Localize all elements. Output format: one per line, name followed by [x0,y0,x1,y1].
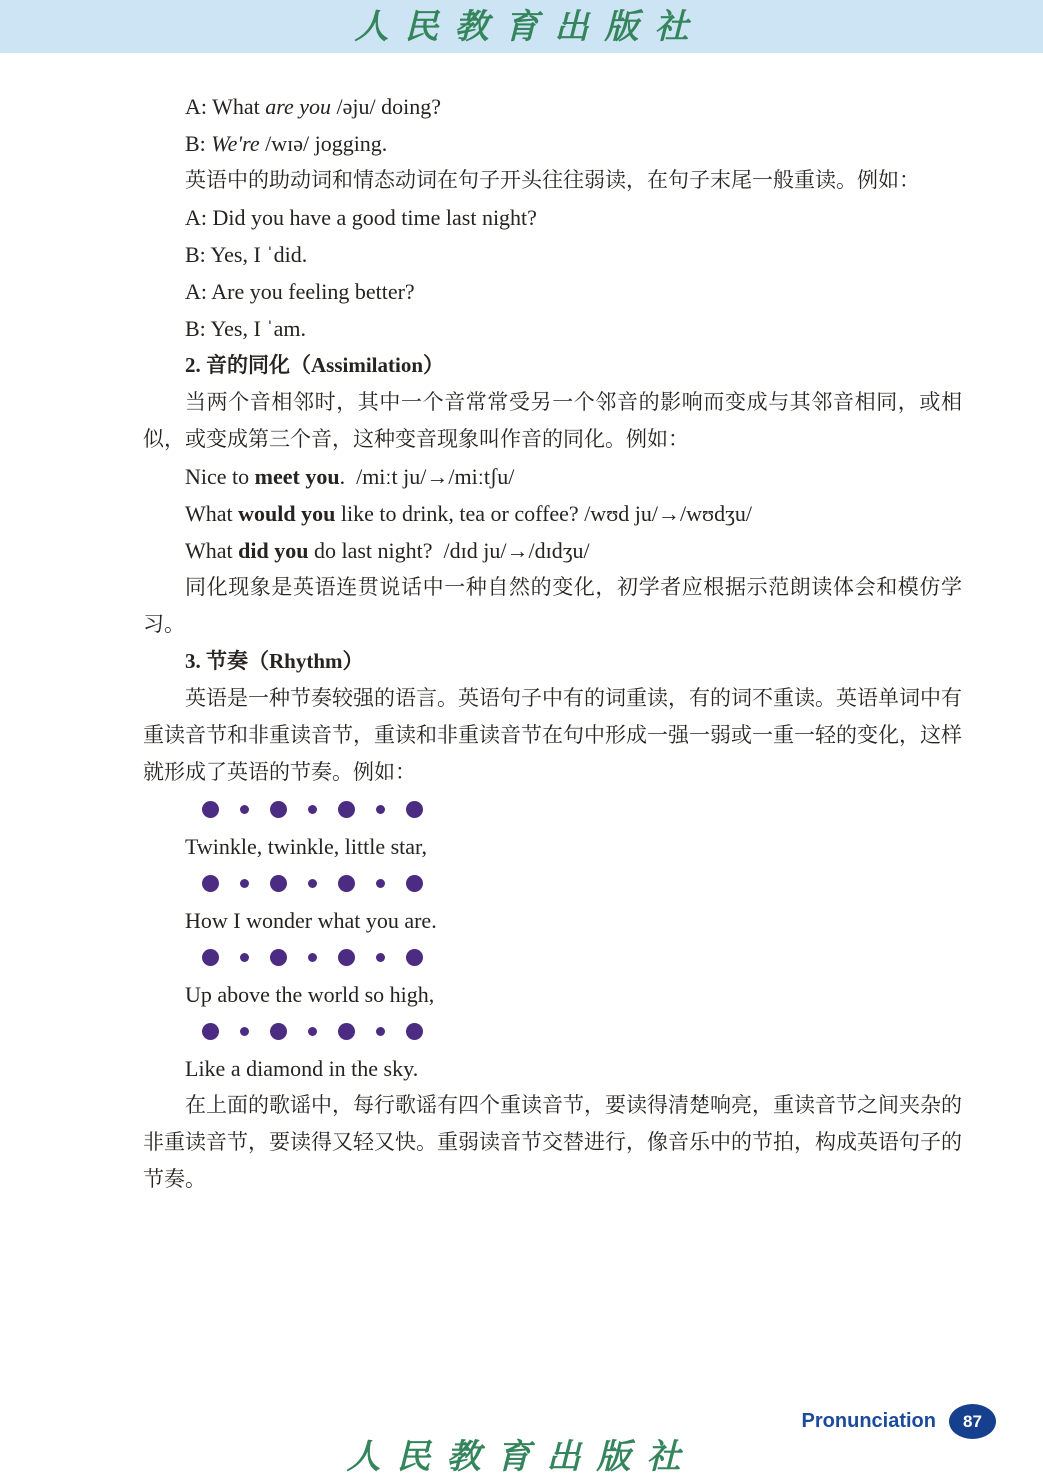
page-number-badge: 87 [949,1404,996,1439]
dot-slot [227,1027,261,1036]
dot-slot [193,1023,227,1040]
rhythm-heading: 3. 节奏（Rhythm） [185,649,364,673]
plain-text: do last night? /dɪd ju/→/dɪdʒu/ [308,538,590,563]
dot-slot [295,1027,329,1036]
stressed-syllable-dot-icon [338,1023,355,1040]
weak-form-dialogue [143,88,962,162]
dot-slot [227,805,261,814]
dialogue-line: A: Are you feeling better? [185,279,415,304]
dialogue-line: B: Yes, I ˈam. [185,316,307,341]
plain-text: /wɪə/ jogging. [259,131,388,156]
stressed-syllable-dot-icon [338,949,355,966]
stressed-syllable-dot-icon [406,949,423,966]
stressed-syllable-dot-icon [202,801,219,818]
unstressed-syllable-dot-icon [308,805,317,814]
unstressed-syllable-dot-icon [376,879,385,888]
dot-slot [295,879,329,888]
footer-section-indicator [802,1404,996,1439]
dot-slot [295,805,329,814]
stressed-syllable-dot-icon [338,875,355,892]
plain-text: A: What [185,94,266,119]
emphasized-text: We're [211,131,260,156]
unstressed-syllable-dot-icon [308,953,317,962]
unstressed-syllable-dot-icon [376,1027,385,1036]
dot-slot [193,949,227,966]
dot-slot [363,1027,397,1036]
stressed-syllable-dot-icon [270,1023,287,1040]
verse-line: How I wonder what you are. [185,908,437,933]
stressed-syllable-dot-icon [202,949,219,966]
plain-text: What [185,538,239,563]
plain-text: /əju/ doing? [331,94,442,119]
page-content [0,53,1043,1198]
dialogue-line: A: Did you have a good time last night? [185,205,537,230]
dot-slot [397,949,431,966]
unstressed-syllable-dot-icon [240,879,249,888]
dot-slot [227,879,261,888]
stressed-syllable-dot-icon [406,875,423,892]
stress-pattern-row [193,1013,431,1050]
emphasized-text: meet you [254,464,340,489]
unstressed-syllable-dot-icon [308,1027,317,1036]
stressed-syllable-dot-icon [338,801,355,818]
dot-slot [295,953,329,962]
dot-slot [329,801,363,818]
dot-slot [363,805,397,814]
footer-section-label: Pronunciation [801,1410,936,1432]
unstressed-syllable-dot-icon [376,805,385,814]
unstressed-syllable-dot-icon [308,879,317,888]
dot-slot [329,875,363,892]
assimilation-examples [143,458,962,569]
stressed-syllable-dot-icon [406,801,423,818]
dot-slot [329,1023,363,1040]
dot-slot [227,953,261,962]
dialogue-line [185,88,962,125]
dot-slot [261,875,295,892]
dot-slot [261,949,295,966]
stress-pattern-row [193,865,431,902]
unstressed-syllable-dot-icon [240,805,249,814]
dot-slot [261,1023,295,1040]
stressed-syllable-dot-icon [202,1023,219,1040]
emphasized-text: would you [238,501,336,526]
stress-pattern-row [193,939,431,976]
stressed-syllable-dot-icon [270,949,287,966]
assimilation-intro: 当两个音相邻时，其中一个音常常受另一个邻音的影响而变成与其邻音相同，或相似，或变成第三个音，这种变音现象叫作音的同化。例如： [143,390,962,451]
dot-slot [397,1023,431,1040]
plain-text: Nice to [185,464,255,489]
plain-text: B: [185,131,212,156]
stress-pattern-row [193,791,431,828]
assimilation-example-line [185,532,962,569]
dialogue-line: B: Yes, I ˈdid. [185,242,308,267]
emphasized-text: are you [265,94,332,119]
stress-dialogue [143,199,962,347]
dot-slot [193,801,227,818]
rhythm-intro: 英语是一种节奏较强的语言。英语句子中有的词重读，有的词不重读。英语单词中有重读音节和非重读音节，重读和非重读音节在句中形成一强一弱或一重一轻的变化，这样就形成了英语的节奏。例如： [143,686,962,784]
assimilation-example-line [185,495,962,532]
dot-slot [397,875,431,892]
dot-slot [329,949,363,966]
unstressed-syllable-dot-icon [376,953,385,962]
plain-text: What [185,501,239,526]
rhythm-note: 在上面的歌谣中，每行歌谣有四个重读音节，要读得清楚响亮，重读音节之间夹杂的非重读音节，要读得又轻又快。重弱读音节交替进行，像音乐中的节拍，构成英语句子的节奏。 [143,1093,962,1191]
stressed-syllable-dot-icon [270,801,287,818]
verse-line: Up above the world so high, [185,982,435,1007]
plain-text: like to drink, tea or coffee? /wʊd ju/→/wʊdʒu/ [335,501,752,526]
footer-logo-wrap [0,1437,1043,1474]
plain-text: . /miːt ju/→/miːtʃu/ [339,464,515,489]
stressed-syllable-dot-icon [270,875,287,892]
assimilation-note: 同化现象是英语连贯说话中一种自然的变化，初学者应根据示范朗读体会和模仿学习。 [143,575,962,636]
rhythm-verse [143,791,962,1087]
stressed-syllable-dot-icon [202,875,219,892]
dot-slot [363,953,397,962]
dialogue-line [185,125,962,162]
emphasized-text: did you [238,538,309,563]
assimilation-example-line [185,458,962,495]
dot-slot [397,801,431,818]
verse-line: Like a diamond in the sky. [185,1056,419,1081]
dot-slot [261,801,295,818]
unstressed-syllable-dot-icon [240,1027,249,1036]
dot-slot [363,879,397,888]
stressed-syllable-dot-icon [406,1023,423,1040]
publisher-logo-bottom: 人民教育出版社 [346,1437,697,1474]
verse-line: Twinkle, twinkle, little star, [185,834,427,859]
header-bar [0,0,1043,53]
unstressed-syllable-dot-icon [240,953,249,962]
dot-slot [193,875,227,892]
assimilation-heading: 2. 音的同化（Assimilation） [185,353,445,377]
weak-stress-note: 英语中的助动词和情态动词在句子开头往往弱读，在句子末尾一般重读。例如： [185,168,920,192]
publisher-logo-top: 人民教育出版社 [354,6,705,47]
